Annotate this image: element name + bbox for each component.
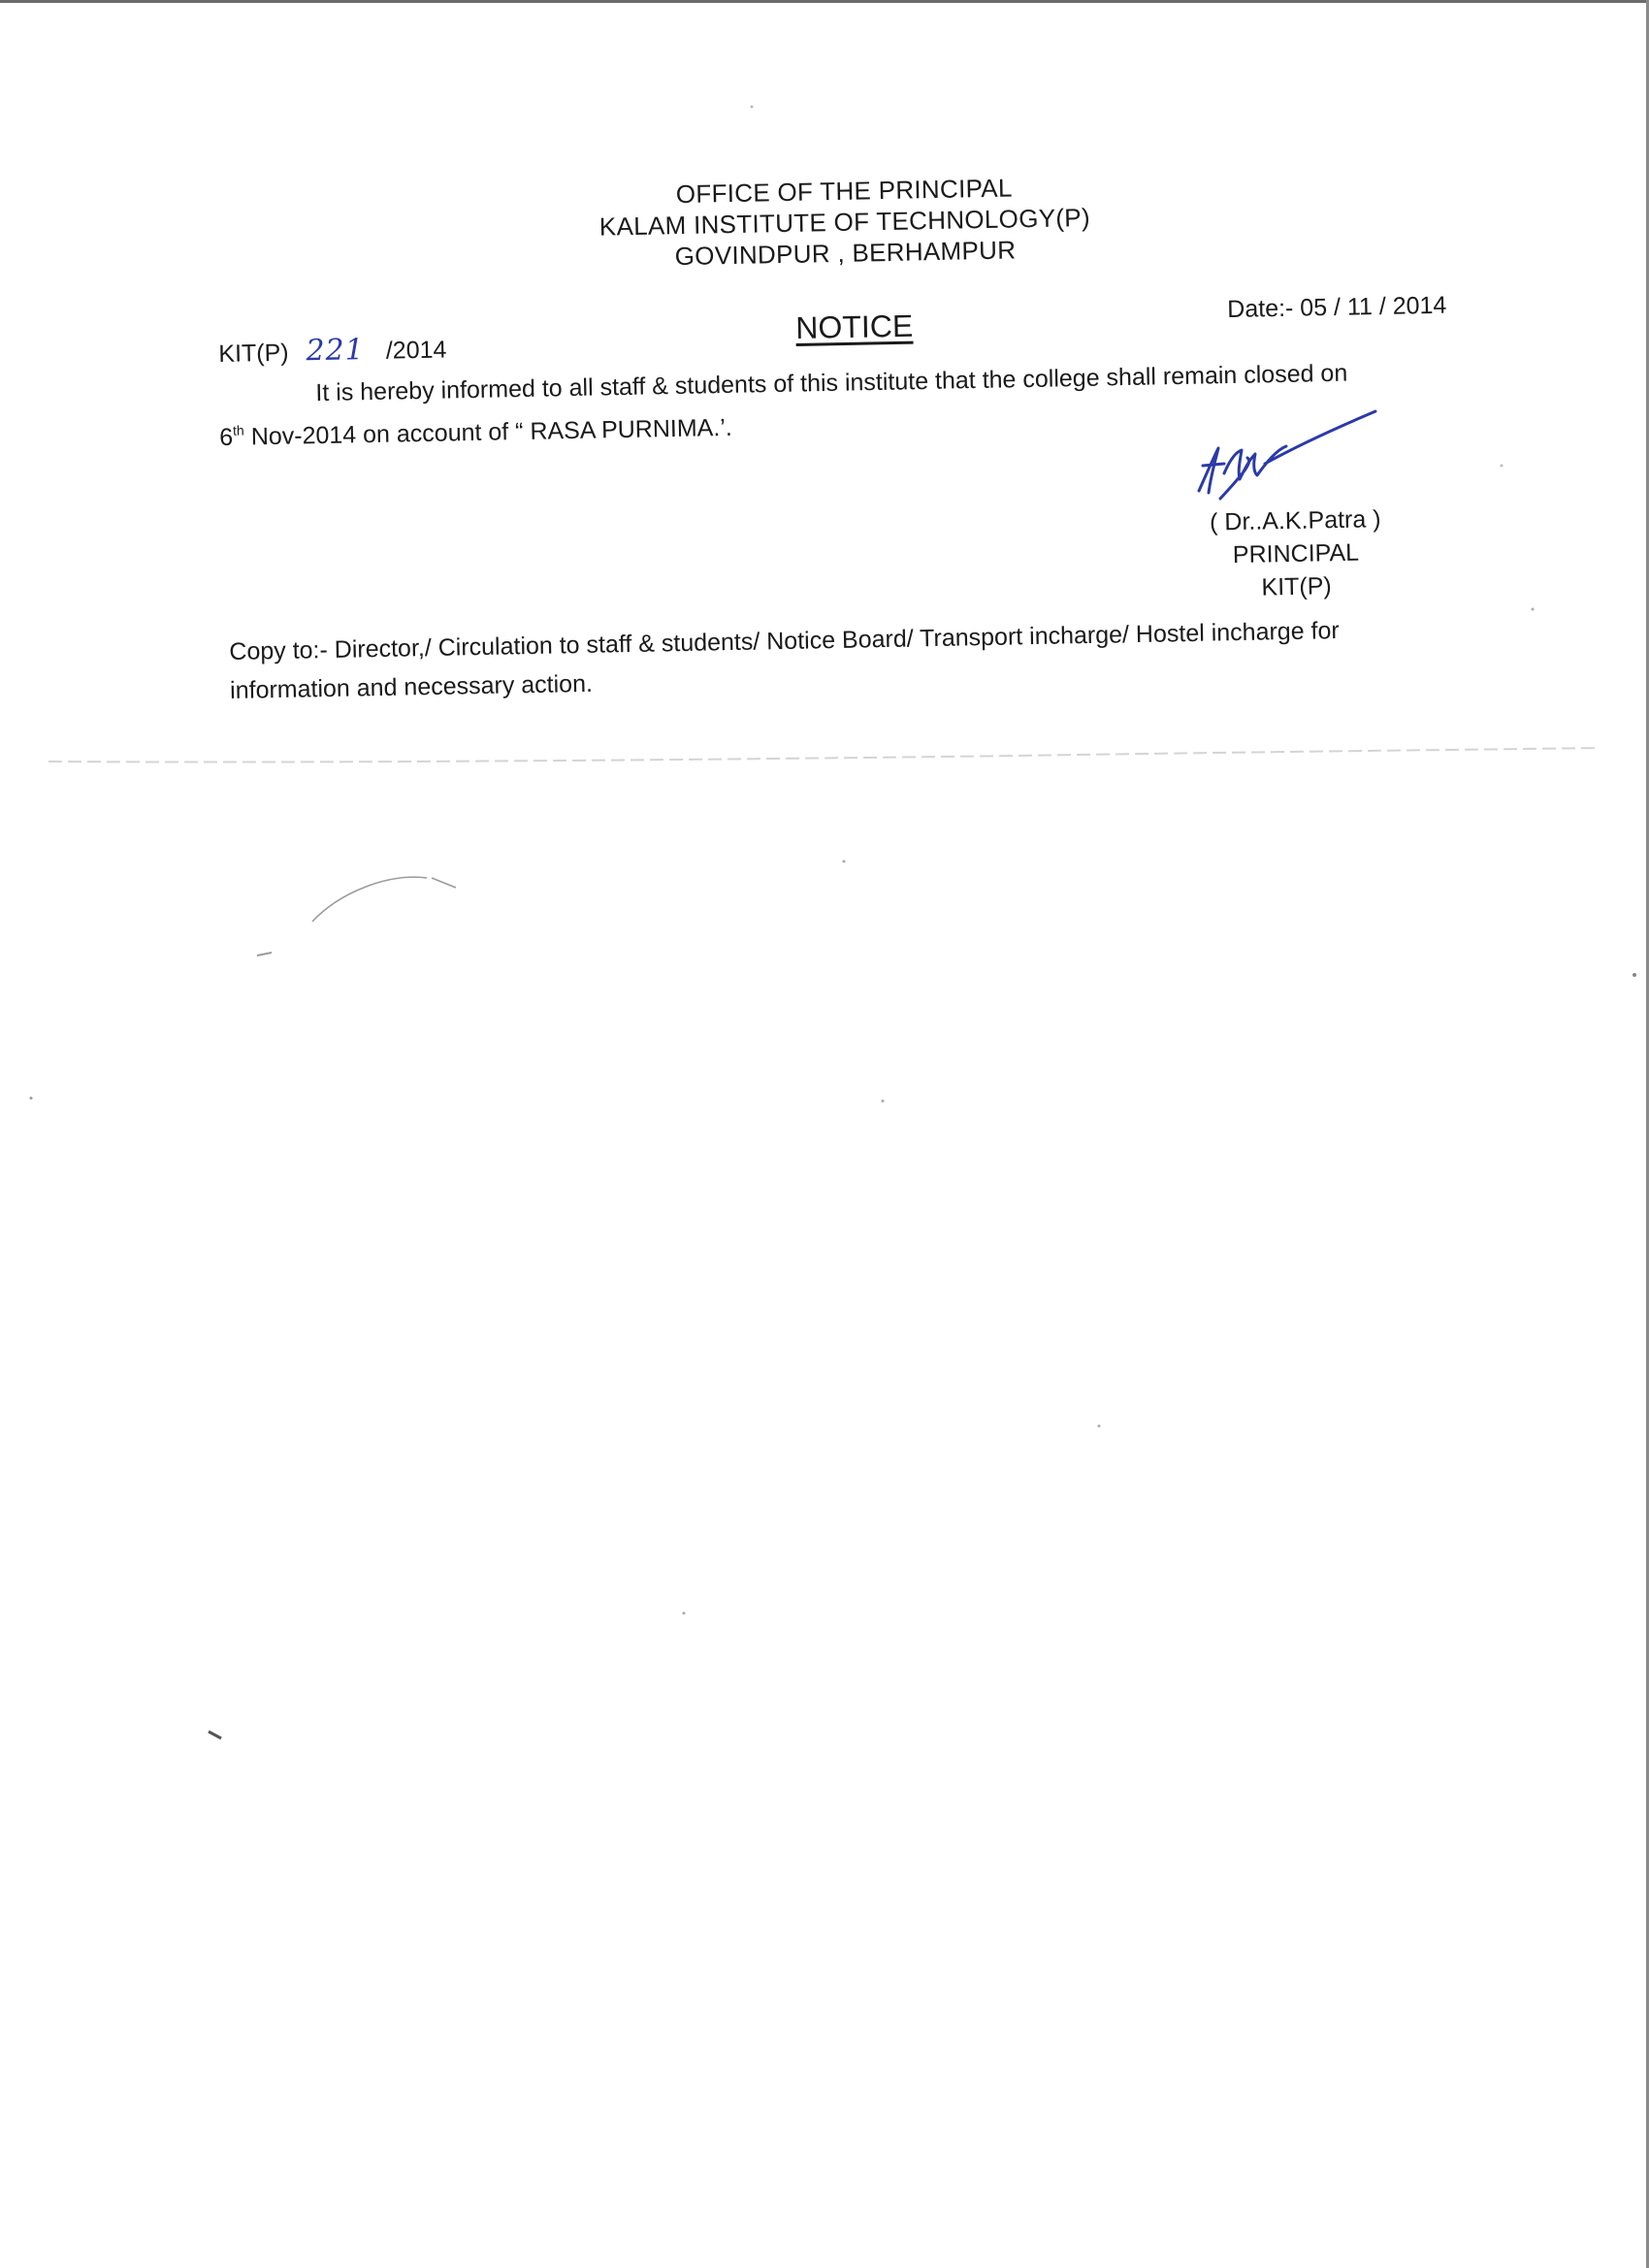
reference-prefix: KIT(P) [218, 339, 289, 368]
paper-fold-line [48, 742, 1600, 771]
signatory-designation: PRINCIPAL [1232, 538, 1360, 569]
copy-to [229, 607, 1530, 710]
copy-to-line-2: information and necessary action. [229, 669, 594, 704]
reference-suffix: /2014 [385, 336, 447, 365]
handwritten-signature [1185, 405, 1379, 502]
letterhead-office: OFFICE OF THE PRINCIPAL [675, 173, 1013, 210]
notice-body-rest: Nov-2014 on account of “ RASA PURNIMA.’. [243, 413, 733, 451]
notice-day-suffix: th [232, 422, 244, 438]
notice-day: 6 [218, 423, 234, 451]
reference-handwritten-number: 221 [306, 333, 366, 369]
notice-body-line-1: It is hereby informed to all staff & students of this institute that the college shall remain closed on [315, 359, 1348, 407]
scan-top-edge [0, 0, 1649, 3]
letterhead [582, 171, 1108, 274]
letterhead-address: GOVINDPUR , BERHAMPUR [674, 235, 1017, 272]
signature-block [1188, 502, 1404, 605]
reference-number [218, 331, 447, 370]
signatory-institute: KIT(P) [1261, 572, 1332, 601]
notice-date: Date:- 05 / 11 / 2014 [1227, 291, 1447, 323]
copy-to-line-1: Copy to:- Director,/ Circulation to staff & students/ Notice Board/ Transport incharge/ Hostel incharge for [229, 617, 1340, 665]
signatory-name: ( Dr..A.K.Patra ) [1209, 505, 1381, 536]
letterhead-institute: KALAM INSTITUTE OF TECHNOLOGY(P) [598, 202, 1091, 242]
notice-title: NOTICE [795, 308, 914, 345]
